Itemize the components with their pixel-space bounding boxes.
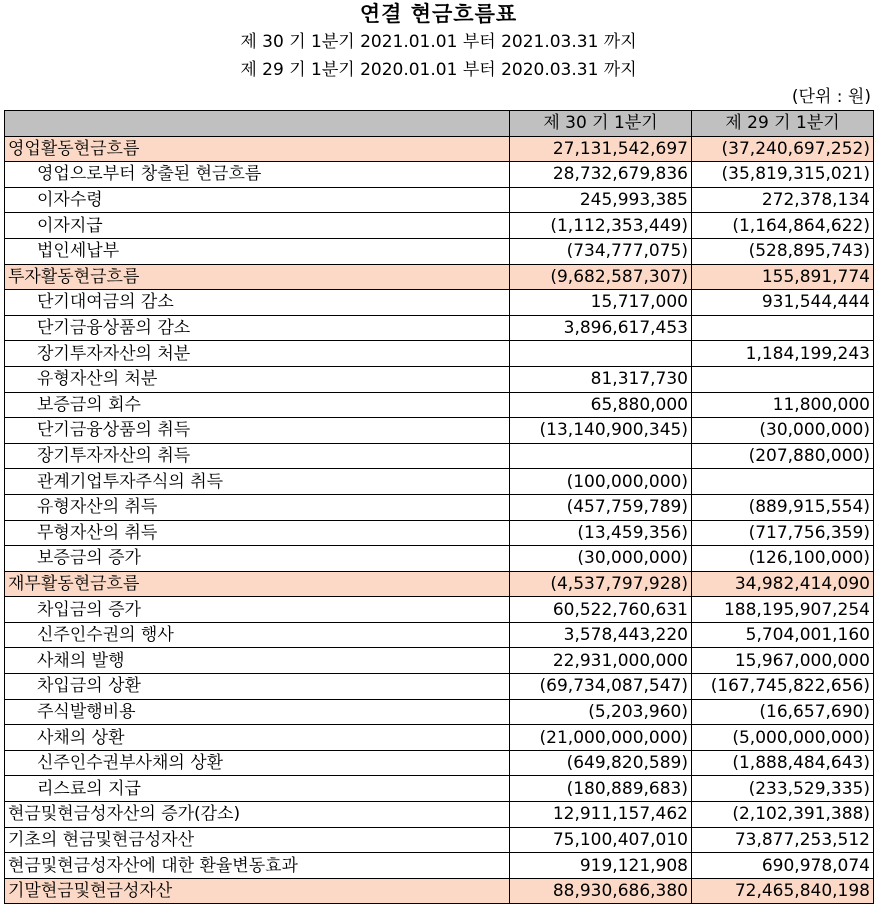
value-current [510,443,692,469]
row-label: 투자활동현금흐름 [5,264,510,290]
value-current: (100,000,000) [510,469,692,495]
value-prior: (126,100,000) [692,546,874,572]
value-prior: (233,529,335) [692,776,874,802]
row-label: 현금및현금성자산에 대한 환율변동효과 [5,853,510,879]
row-label: 기말현금및현금성자산 [5,878,510,904]
row-label: 무형자산의 취득 [5,520,510,546]
table-row [5,264,874,290]
cash-flow-table [4,110,874,904]
table-row [5,392,874,418]
value-current: 3,896,617,453 [510,315,692,341]
table-row [5,674,874,700]
table-row [5,597,874,623]
table-row [5,571,874,597]
value-current: (4,537,797,928) [510,571,692,597]
value-prior: (30,000,000) [692,418,874,444]
page-title: 연결 현금흐름표 [359,2,518,26]
row-label: 현금및현금성자산의 증가(감소) [5,802,510,828]
value-current: (1,112,353,449) [510,213,692,239]
value-current: (9,682,587,307) [510,264,692,290]
value-current: (180,889,683) [510,776,692,802]
value-prior: (889,915,554) [692,494,874,520]
value-current: (649,820,589) [510,750,692,776]
value-prior: (37,240,697,252) [692,136,874,162]
table-row [5,443,874,469]
table-row [5,699,874,725]
row-label: 단기대여금의 감소 [5,290,510,316]
value-prior [692,366,874,392]
value-prior: 690,978,074 [692,853,874,879]
value-current: 12,911,157,462 [510,802,692,828]
row-label: 이자수령 [5,187,510,213]
row-label: 단기금융상품의 취득 [5,418,510,444]
row-label: 영업활동현금흐름 [5,136,510,162]
row-label: 보증금의 증가 [5,546,510,572]
table-row [5,238,874,264]
table-row [5,648,874,674]
column-header-prior: 제 29 기 1분기 [692,111,874,137]
row-label: 사채의 상환 [5,725,510,751]
value-prior: (717,756,359) [692,520,874,546]
value-prior: 155,891,774 [692,264,874,290]
row-label: 법인세납부 [5,238,510,264]
value-prior: 931,544,444 [692,290,874,316]
value-current: 22,931,000,000 [510,648,692,674]
table-row [5,315,874,341]
value-prior: 72,465,840,198 [692,878,874,904]
row-label: 기초의 현금및현금성자산 [5,827,510,853]
period-prior: 제 29 기 1분기 2020.01.01 부터 2020.03.31 까지 [240,60,637,80]
value-prior: (5,000,000,000) [692,725,874,751]
value-current: 27,131,542,697 [510,136,692,162]
value-prior [692,469,874,495]
table-row [5,827,874,853]
table-row [5,776,874,802]
value-current: 919,121,908 [510,853,692,879]
row-label: 신주인수권의 행사 [5,622,510,648]
table-row [5,802,874,828]
table-row [5,520,874,546]
value-prior: (1,164,864,622) [692,213,874,239]
row-label: 영업으로부터 창출된 현금흐름 [5,162,510,188]
value-prior: 11,800,000 [692,392,874,418]
row-label: 이자지급 [5,213,510,239]
row-label: 재무활동현금흐름 [5,571,510,597]
table-header-row [5,111,874,137]
table-row [5,162,874,188]
table-row [5,213,874,239]
value-prior: 188,195,907,254 [692,597,874,623]
table-row [5,725,874,751]
unit-label: (단위 : 원) [791,87,871,107]
value-current: 81,317,730 [510,366,692,392]
value-current: 245,993,385 [510,187,692,213]
table-row [5,290,874,316]
value-prior: (2,102,391,388) [692,802,874,828]
row-label: 장기투자자산의 취득 [5,443,510,469]
value-prior: (167,745,822,656) [692,674,874,700]
value-current: 28,732,679,836 [510,162,692,188]
row-label: 단기금융상품의 감소 [5,315,510,341]
table-row [5,853,874,879]
table-row [5,622,874,648]
row-label: 사채의 발행 [5,648,510,674]
table-row [5,418,874,444]
table-row [5,878,874,904]
table-row [5,750,874,776]
value-prior: 34,982,414,090 [692,571,874,597]
row-label: 주식발행비용 [5,699,510,725]
row-label: 차입금의 증가 [5,597,510,623]
value-prior: 272,378,134 [692,187,874,213]
row-label: 리스료의 지급 [5,776,510,802]
value-prior: (207,880,000) [692,443,874,469]
value-prior: 73,877,253,512 [692,827,874,853]
value-prior: 1,184,199,243 [692,341,874,367]
column-header-label [5,111,510,137]
value-current: (69,734,087,547) [510,674,692,700]
value-prior: (528,895,743) [692,238,874,264]
table-row [5,136,874,162]
table-row [5,469,874,495]
value-current: 75,100,407,010 [510,827,692,853]
table-row [5,341,874,367]
value-current: 65,880,000 [510,392,692,418]
value-prior [692,315,874,341]
table-row [5,187,874,213]
value-current: (13,459,356) [510,520,692,546]
row-label: 신주인수권부사채의 상환 [5,750,510,776]
value-prior: 5,704,001,160 [692,622,874,648]
value-current: (30,000,000) [510,546,692,572]
value-prior: (16,657,690) [692,699,874,725]
column-header-current: 제 30 기 1분기 [510,111,692,137]
value-prior: (35,819,315,021) [692,162,874,188]
value-current: (21,000,000,000) [510,725,692,751]
value-current: (5,203,960) [510,699,692,725]
value-current: (457,759,789) [510,494,692,520]
period-current: 제 30 기 1분기 2021.01.01 부터 2021.03.31 까지 [240,32,637,52]
table-row [5,546,874,572]
value-current: 60,522,760,631 [510,597,692,623]
row-label: 관계기업투자주식의 취득 [5,469,510,495]
value-current [510,341,692,367]
row-label: 장기투자자산의 처분 [5,341,510,367]
value-current: 88,930,686,380 [510,878,692,904]
row-label: 보증금의 회수 [5,392,510,418]
row-label: 유형자산의 취득 [5,494,510,520]
table-row [5,366,874,392]
value-current: (13,140,900,345) [510,418,692,444]
value-prior: (1,888,484,643) [692,750,874,776]
table-body [5,136,874,904]
value-current: (734,777,075) [510,238,692,264]
row-label: 유형자산의 처분 [5,366,510,392]
table-row [5,494,874,520]
row-label: 차입금의 상환 [5,674,510,700]
value-current: 15,717,000 [510,290,692,316]
value-prior: 15,967,000,000 [692,648,874,674]
value-current: 3,578,443,220 [510,622,692,648]
